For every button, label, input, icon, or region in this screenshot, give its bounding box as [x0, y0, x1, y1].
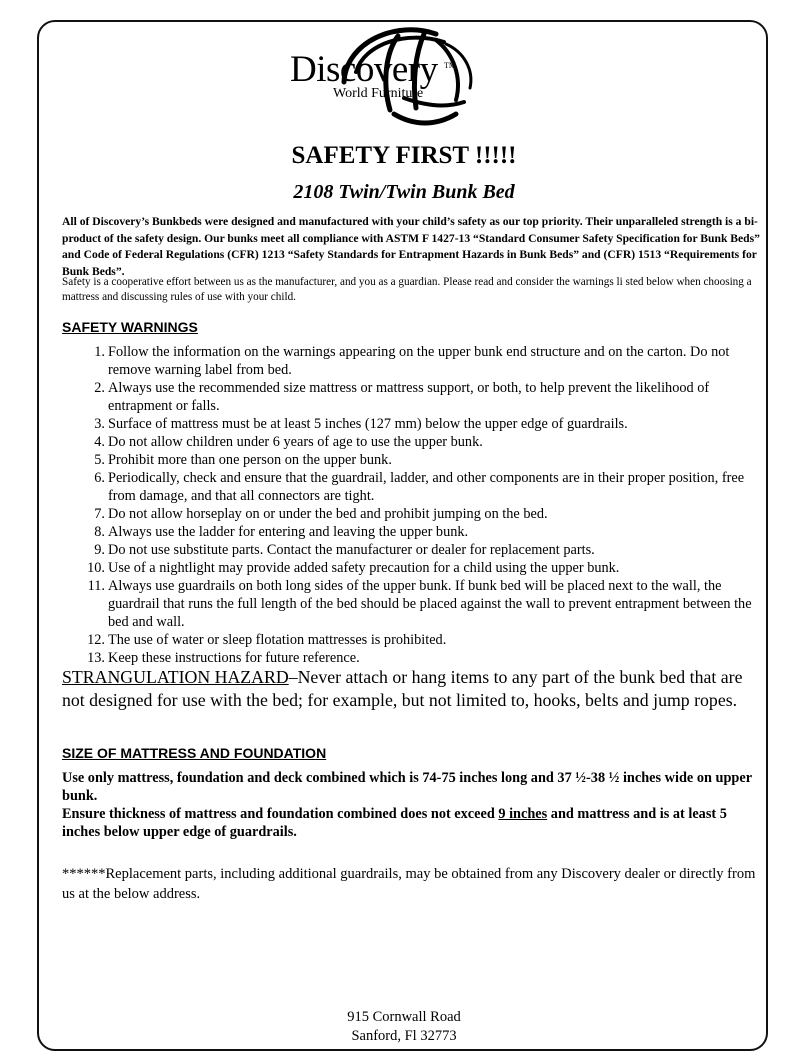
list-item: [81, 505, 761, 523]
item-number: 11.: [87, 578, 105, 594]
mattress-dimensions-line: Use only mattress, foundation and deck combined which is 74-75 inches long and 37 ½-38 ½ inches wide on upper bunk.: [62, 770, 752, 804]
list-item: [81, 559, 761, 577]
list-item: [81, 451, 761, 469]
logo-tagline: World Furniture: [333, 86, 424, 101]
item-text: Do not allow horseplay on or under the bed and prohibit jumping on the bed.: [108, 506, 548, 522]
item-text: Follow the information on the warnings appearing on the upper bunk end structure and on the carton. Do not remove warning label from bed.: [108, 344, 730, 378]
list-item: [81, 343, 761, 379]
item-text: Always use the recommended size mattress or mattress support, or both, to help prevent the likelihood of entrapment or falls.: [108, 380, 710, 414]
intro-paragraph: Safety is a cooperative effort between us as the manufacturer, and you as a guardian. Please read and consider the warnings li sted below when choosing a mattress and discussing rules of use with your child.: [62, 276, 752, 303]
list-item: [81, 469, 761, 505]
item-number: 5.: [94, 452, 105, 468]
page-title: SAFETY FIRST !!!!!: [291, 142, 517, 169]
list-item: [81, 541, 761, 559]
item-number: 6.: [94, 470, 105, 486]
address-city: Sanford, Fl 32773: [351, 1028, 457, 1044]
list-item: [81, 379, 761, 415]
safety-warnings-heading: SAFETY WARNINGS: [62, 319, 198, 335]
safety-warnings-list: [81, 343, 761, 667]
item-text: Always use guardrails on both long sides of the upper bunk. If bunk bed will be placed next to the wall, the guardrail that runs the full length of the bed should be placed against the wall to prevent entrapment between the bed and wall.: [108, 578, 752, 630]
item-text: Do not allow children under 6 years of age to use the upper bunk.: [108, 434, 483, 450]
logo-trademark: TM: [444, 61, 456, 70]
item-number: 4.: [94, 434, 105, 450]
strangulation-hazard-text: –Never attach or hang items to any part of the bunk bed that are not designed for use with the bed; for example, but not limited to, hooks, belts and jump ropes.: [62, 667, 743, 710]
item-number: 10.: [87, 560, 105, 576]
mattress-size-text: [62, 769, 762, 841]
item-number: 12.: [87, 632, 105, 648]
item-number: 7.: [94, 506, 105, 522]
mattress-size-heading: SIZE OF MATTRESS AND FOUNDATION: [62, 745, 327, 761]
list-item: [81, 523, 761, 541]
list-item: [81, 433, 761, 451]
item-text: Surface of mattress must be at least 5 inches (127 mm) below the upper edge of guardrails.: [108, 416, 628, 432]
item-text: Always use the ladder for entering and leaving the upper bunk.: [108, 524, 469, 540]
item-text: Do not use substitute parts. Contact the manufacturer or dealer for replacement parts.: [108, 542, 595, 558]
mattress-thickness-line: [62, 805, 762, 841]
strangulation-hazard-title: STRANGULATION HAZARD: [62, 667, 289, 687]
item-number: 13.: [87, 650, 105, 666]
address-street: 915 Cornwall Road: [347, 1009, 461, 1025]
item-text: Periodically, check and ensure that the guardrail, ladder, and other components are in their proper position, free from damage, and that all connectors are tight.: [108, 470, 745, 504]
item-number: 3.: [94, 416, 105, 432]
list-item: [81, 631, 761, 649]
thickness-text-end: and mattress and is at least 5 inches below upper edge of guardrails.: [62, 806, 727, 840]
item-number: 2.: [94, 380, 105, 396]
item-text: Use of a nightlight may provide added safety precaution for a child using the upper bunk.: [108, 560, 620, 576]
thickness-limit: 9 inches: [498, 806, 548, 822]
item-number: 8.: [94, 524, 105, 540]
logo-wordmark: Discovery: [290, 49, 438, 90]
item-number: 9.: [94, 542, 105, 558]
item-number: 1.: [94, 344, 105, 360]
list-item: [81, 577, 761, 631]
strangulation-hazard-paragraph: [62, 666, 762, 712]
list-item: [81, 415, 761, 433]
item-text: Prohibit more than one person on the upper bunk.: [108, 452, 392, 468]
item-text: Keep these instructions for future reference.: [108, 650, 360, 666]
intro-bold-paragraph: All of Discovery’s Bunkbeds were designed and manufactured with your child’s safety as our top priority. Their unparalleled strength is a bi-product of the safety design. Our bunks meet all compliance with ASTM F 1427-13 “Standard Consumer Safety Specification for Bunk Beds” and Code of Federal Regulations (CFR) 1213 “Safety Standards for Entrapment Hazards in Bunk Beds” and (CFR) 1513 “Requirements for Bunk Beds”.: [62, 215, 760, 278]
page-subtitle: 2108 Twin/Twin Bunk Bed: [293, 181, 515, 203]
item-text: The use of water or sleep flotation mattresses is prohibited.: [108, 632, 447, 648]
thickness-text-start: Ensure thickness of mattress and foundation combined does not exceed: [62, 806, 499, 822]
list-item: [81, 649, 761, 667]
replacement-parts-note: ******Replacement parts, including additional guardrails, may be obtained from any Discovery dealer or directly from us at the below address.: [62, 866, 756, 902]
